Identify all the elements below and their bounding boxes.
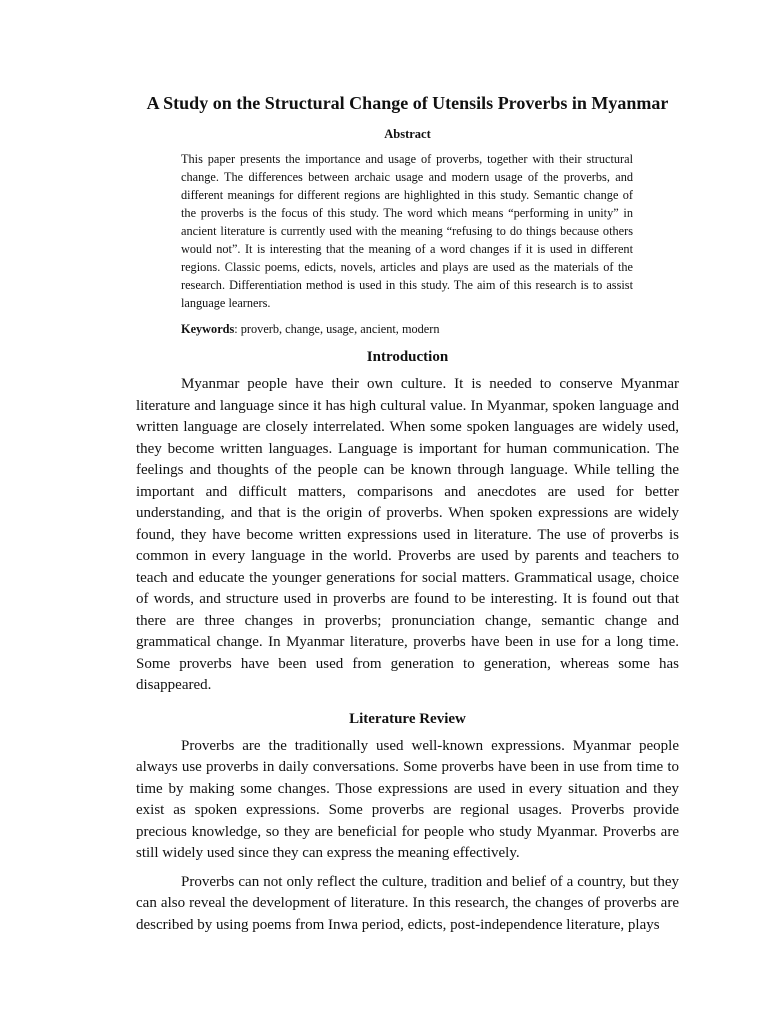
abstract-body: This paper presents the importance and usage of proverbs, together with their structural change. The differences between archaic usage and modern usage of the proverbs, and different meanings for different regions are highlighted in this study. Semantic change of the proverbs is the focus of this study. The word which means “performing in unity” in ancient literature is currently used with the meaning “refusing to do things because others would not”. It is interesting that the meaning of a word changes if it is used in different regions. Classic poems, edicts, novels, articles and plays are used as the materials of the research. Differentiation method is used in this study. The aim of this research is to assist language learners. xyxy=(181,152,633,310)
keywords-line xyxy=(181,320,633,338)
literature-review-paragraph: Proverbs are the traditionally used well-known expressions. Myanmar people always use proverbs in daily conversations. Some proverbs have been in use from time to time by making some changes. Those expressions are used in every situation and they exist as spoken expressions. Some proverbs are regional usages. Proverbs provide precious knowledge, so they are beneficial for people who study Myanmar. Proverbs are still widely used since they can express the meaning effectively. xyxy=(136,737,679,861)
paper-title: A Study on the Structural Change of Utensils Proverbs in Myanmar xyxy=(146,93,669,113)
abstract-heading: Abstract xyxy=(384,127,431,141)
introduction-paragraph: Myanmar people have their own culture. It is needed to conserve Myanmar literature and language since it has high cultural value. In Myanmar, spoken language and written language are closely interrelated. When some spoken languages are widely used, they become written languages. Language is important for human communication. The feelings and thoughts of the people can be known through language. While telling the important and difficult matters, comparisons and anecdotes are used for better understanding, and that is the origin of proverbs. When spoken expressions are widely found, they have become written expressions used in literature. The use of proverbs is common in every language in the world. Proverbs are used by parents and teachers to teach and educate the younger generations for social matters. Grammatical usage, choice of words, and structure used in proverbs are found to be interesting. It is found out that there are three changes in proverbs; pronunciation change, semantic change and grammatical change. In Myanmar literature, proverbs have been in use for a long time. Some proverbs have been used from generation to generation, whereas some has disappeared. xyxy=(136,376,679,693)
introduction-heading: Introduction xyxy=(366,349,449,365)
keywords-list: : proverb, change, usage, ancient, modern xyxy=(234,322,440,336)
literature-review-paragraph: Proverbs can not only reflect the culture, tradition and belief of a country, but they can also reveal the development of literature. In this research, the changes of proverbs are described by using poems from Inwa period, edicts, post-independence literature, plays xyxy=(136,873,679,933)
literature-review-heading: Literature Review xyxy=(349,710,466,727)
keywords-label: Keywords xyxy=(181,322,235,336)
